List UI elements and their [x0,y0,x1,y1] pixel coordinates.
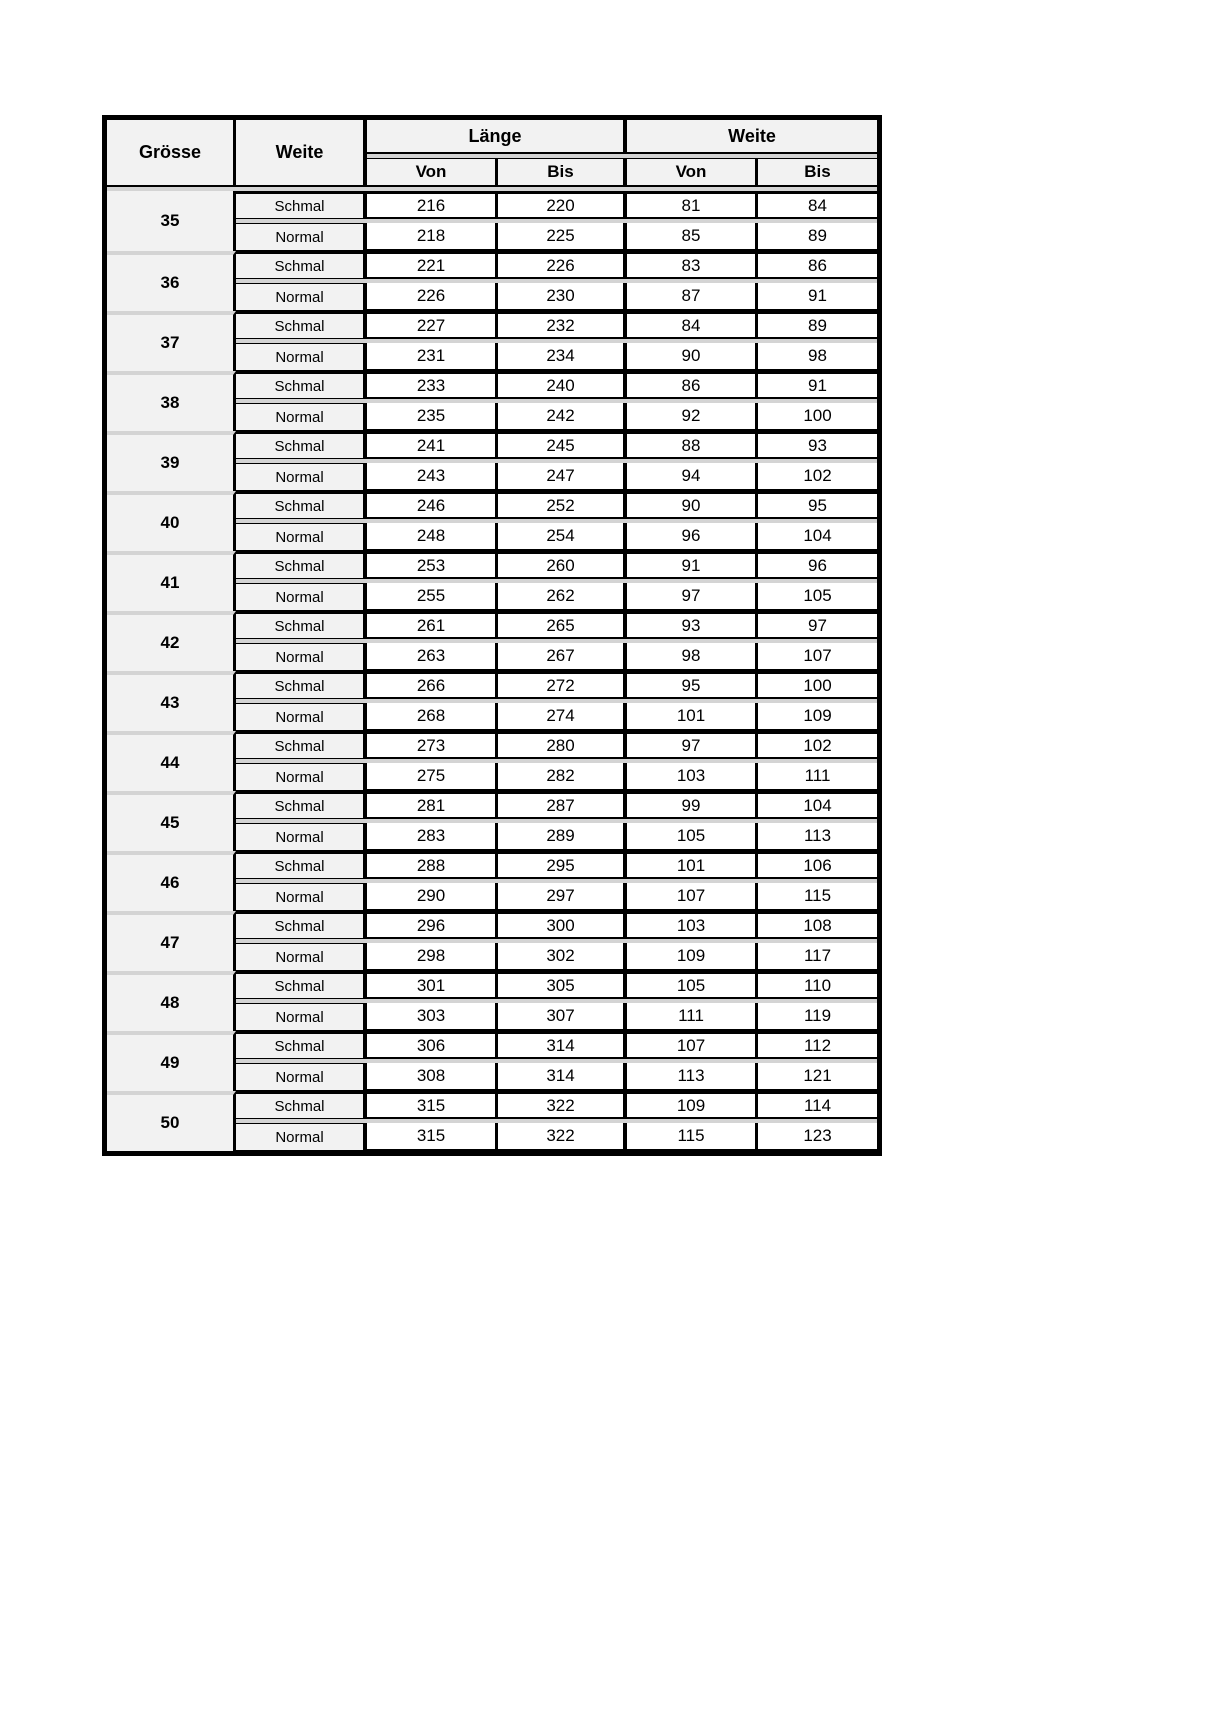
laenge-bis-cell: 260 [498,551,627,579]
weite-von-cell: 107 [627,1031,758,1059]
weite-von-cell: 105 [627,971,758,999]
weite-bis-cell: 110 [758,971,877,999]
laenge-bis-cell: 254 [498,523,627,551]
laenge-von-cell: 315 [367,1123,498,1151]
size-group-44 [107,731,877,791]
weite-von-cell: 83 [627,251,758,279]
weite-bis-cell: 93 [758,431,877,459]
laenge-bis-cell: 234 [498,343,627,371]
weite-bis-cell: 89 [758,223,877,251]
weite-von-cell: 95 [627,671,758,699]
size-cell: 42 [107,611,236,671]
width-label-cell: Normal [236,703,367,731]
weite-von-cell: 90 [627,491,758,519]
size-group-35 [107,191,877,251]
size-group-47 [107,911,877,971]
weite-bis-cell: 102 [758,463,877,491]
laenge-bis-cell: 307 [498,1003,627,1031]
laenge-von-cell: 288 [367,851,498,879]
laenge-bis-cell: 280 [498,731,627,759]
laenge-von-cell: 308 [367,1063,498,1091]
header-weite: Weite [236,120,367,187]
weite-von-cell: 109 [627,1091,758,1119]
laenge-bis-cell: 242 [498,403,627,431]
weite-bis-cell: 105 [758,583,877,611]
weite-bis-cell: 104 [758,523,877,551]
laenge-bis-cell: 265 [498,611,627,639]
size-cell: 39 [107,431,236,491]
laenge-bis-cell: 322 [498,1091,627,1119]
laenge-bis-cell: 289 [498,823,627,851]
laenge-bis-cell: 287 [498,791,627,819]
table-body [107,187,877,1151]
header-laenge-von: Von [367,158,498,187]
width-label-cell: Schmal [236,1031,367,1059]
width-label-cell: Normal [236,403,367,431]
laenge-von-cell: 248 [367,523,498,551]
laenge-bis-cell: 226 [498,251,627,279]
size-group-40 [107,491,877,551]
size-cell: 37 [107,311,236,371]
weite-von-cell: 88 [627,431,758,459]
width-label-cell: Schmal [236,551,367,579]
laenge-von-cell: 283 [367,823,498,851]
weite-bis-cell: 95 [758,491,877,519]
laenge-von-cell: 261 [367,611,498,639]
size-group-50 [107,1091,877,1151]
laenge-bis-cell: 232 [498,311,627,339]
weite-von-cell: 97 [627,583,758,611]
weite-von-cell: 105 [627,823,758,851]
width-label-cell: Normal [236,1003,367,1031]
weite-von-cell: 107 [627,883,758,911]
size-group-46 [107,851,877,911]
laenge-bis-cell: 267 [498,643,627,671]
weite-bis-cell: 111 [758,763,877,791]
weite-von-cell: 85 [627,223,758,251]
laenge-von-cell: 281 [367,791,498,819]
laenge-von-cell: 221 [367,251,498,279]
weite-von-cell: 92 [627,403,758,431]
size-cell: 50 [107,1091,236,1151]
width-label-cell: Schmal [236,311,367,339]
laenge-von-cell: 235 [367,403,498,431]
laenge-bis-cell: 245 [498,431,627,459]
weite-bis-cell: 91 [758,371,877,399]
size-group-41 [107,551,877,611]
laenge-von-cell: 263 [367,643,498,671]
laenge-bis-cell: 297 [498,883,627,911]
size-cell: 44 [107,731,236,791]
weite-bis-cell: 119 [758,1003,877,1031]
size-cell: 47 [107,911,236,971]
width-label-cell: Normal [236,523,367,551]
weite-von-cell: 90 [627,343,758,371]
size-cell: 49 [107,1031,236,1091]
laenge-von-cell: 315 [367,1091,498,1119]
width-label-cell: Schmal [236,671,367,699]
laenge-von-cell: 241 [367,431,498,459]
weite-von-cell: 98 [627,643,758,671]
weite-bis-cell: 96 [758,551,877,579]
laenge-bis-cell: 295 [498,851,627,879]
laenge-von-cell: 303 [367,1003,498,1031]
size-group-38 [107,371,877,431]
weite-von-cell: 93 [627,611,758,639]
size-table [102,115,882,1156]
weite-bis-cell: 102 [758,731,877,759]
size-cell: 46 [107,851,236,911]
weite-bis-cell: 113 [758,823,877,851]
weite-von-cell: 84 [627,311,758,339]
header-weite-bis: Bis [758,158,877,187]
laenge-bis-cell: 252 [498,491,627,519]
header-laenge-group: Länge [367,120,627,154]
width-label-cell: Schmal [236,431,367,459]
weite-von-cell: 86 [627,371,758,399]
width-label-cell: Schmal [236,1091,367,1119]
width-label-cell: Normal [236,943,367,971]
laenge-bis-cell: 240 [498,371,627,399]
header-weite-group: Weite [627,120,877,154]
laenge-von-cell: 216 [367,191,498,219]
weite-bis-cell: 114 [758,1091,877,1119]
weite-von-cell: 109 [627,943,758,971]
width-label-cell: Normal [236,223,367,251]
laenge-von-cell: 298 [367,943,498,971]
width-label-cell: Schmal [236,611,367,639]
weite-von-cell: 103 [627,763,758,791]
size-cell: 38 [107,371,236,431]
weite-bis-cell: 115 [758,883,877,911]
weite-bis-cell: 109 [758,703,877,731]
laenge-von-cell: 255 [367,583,498,611]
width-label-cell: Schmal [236,251,367,279]
weite-von-cell: 91 [627,551,758,579]
laenge-bis-cell: 272 [498,671,627,699]
size-group-42 [107,611,877,671]
width-label-cell: Normal [236,283,367,311]
laenge-bis-cell: 247 [498,463,627,491]
laenge-von-cell: 253 [367,551,498,579]
size-cell: 43 [107,671,236,731]
weite-von-cell: 99 [627,791,758,819]
weite-bis-cell: 106 [758,851,877,879]
width-label-cell: Normal [236,1063,367,1091]
size-group-48 [107,971,877,1031]
size-cell: 35 [107,191,236,251]
width-label-cell: Normal [236,583,367,611]
weite-bis-cell: 97 [758,611,877,639]
weite-von-cell: 103 [627,911,758,939]
laenge-von-cell: 226 [367,283,498,311]
weite-bis-cell: 91 [758,283,877,311]
laenge-von-cell: 246 [367,491,498,519]
laenge-bis-cell: 314 [498,1031,627,1059]
laenge-bis-cell: 305 [498,971,627,999]
laenge-bis-cell: 274 [498,703,627,731]
weite-bis-cell: 117 [758,943,877,971]
laenge-bis-cell: 262 [498,583,627,611]
size-group-37 [107,311,877,371]
width-label-cell: Normal [236,763,367,791]
width-label-cell: Normal [236,343,367,371]
weite-bis-cell: 84 [758,191,877,219]
weite-bis-cell: 112 [758,1031,877,1059]
weite-bis-cell: 100 [758,403,877,431]
weite-von-cell: 96 [627,523,758,551]
laenge-bis-cell: 300 [498,911,627,939]
weite-bis-cell: 100 [758,671,877,699]
weite-bis-cell: 86 [758,251,877,279]
weite-bis-cell: 108 [758,911,877,939]
width-label-cell: Schmal [236,491,367,519]
laenge-bis-cell: 302 [498,943,627,971]
weite-von-cell: 115 [627,1123,758,1151]
weite-von-cell: 101 [627,703,758,731]
laenge-bis-cell: 230 [498,283,627,311]
laenge-von-cell: 275 [367,763,498,791]
weite-von-cell: 81 [627,191,758,219]
width-label-cell: Schmal [236,911,367,939]
laenge-bis-cell: 282 [498,763,627,791]
laenge-von-cell: 296 [367,911,498,939]
laenge-von-cell: 243 [367,463,498,491]
size-cell: 36 [107,251,236,311]
laenge-von-cell: 227 [367,311,498,339]
size-group-45 [107,791,877,851]
laenge-bis-cell: 322 [498,1123,627,1151]
header-weite-von: Von [627,158,758,187]
laenge-bis-cell: 220 [498,191,627,219]
laenge-von-cell: 233 [367,371,498,399]
laenge-von-cell: 301 [367,971,498,999]
weite-von-cell: 94 [627,463,758,491]
width-label-cell: Normal [236,1123,367,1151]
laenge-von-cell: 306 [367,1031,498,1059]
size-cell: 40 [107,491,236,551]
weite-bis-cell: 98 [758,343,877,371]
width-label-cell: Normal [236,883,367,911]
header-grosse: Grösse [107,120,236,187]
width-label-cell: Normal [236,823,367,851]
size-cell: 45 [107,791,236,851]
width-label-cell: Normal [236,643,367,671]
width-label-cell: Schmal [236,191,367,219]
laenge-bis-cell: 225 [498,223,627,251]
size-group-39 [107,431,877,491]
size-group-36 [107,251,877,311]
weite-von-cell: 113 [627,1063,758,1091]
laenge-bis-cell: 314 [498,1063,627,1091]
width-label-cell: Schmal [236,791,367,819]
weite-von-cell: 97 [627,731,758,759]
laenge-von-cell: 266 [367,671,498,699]
width-label-cell: Schmal [236,731,367,759]
weite-von-cell: 87 [627,283,758,311]
table-header [107,120,877,187]
size-cell: 41 [107,551,236,611]
laenge-von-cell: 231 [367,343,498,371]
width-label-cell: Schmal [236,971,367,999]
laenge-von-cell: 218 [367,223,498,251]
size-group-49 [107,1031,877,1091]
size-cell: 48 [107,971,236,1031]
weite-von-cell: 101 [627,851,758,879]
weite-bis-cell: 104 [758,791,877,819]
laenge-von-cell: 268 [367,703,498,731]
size-group-43 [107,671,877,731]
laenge-von-cell: 273 [367,731,498,759]
weite-bis-cell: 107 [758,643,877,671]
weite-bis-cell: 89 [758,311,877,339]
weite-von-cell: 111 [627,1003,758,1031]
header-laenge-bis: Bis [498,158,627,187]
width-label-cell: Schmal [236,851,367,879]
laenge-von-cell: 290 [367,883,498,911]
weite-bis-cell: 121 [758,1063,877,1091]
weite-bis-cell: 123 [758,1123,877,1151]
width-label-cell: Schmal [236,371,367,399]
width-label-cell: Normal [236,463,367,491]
